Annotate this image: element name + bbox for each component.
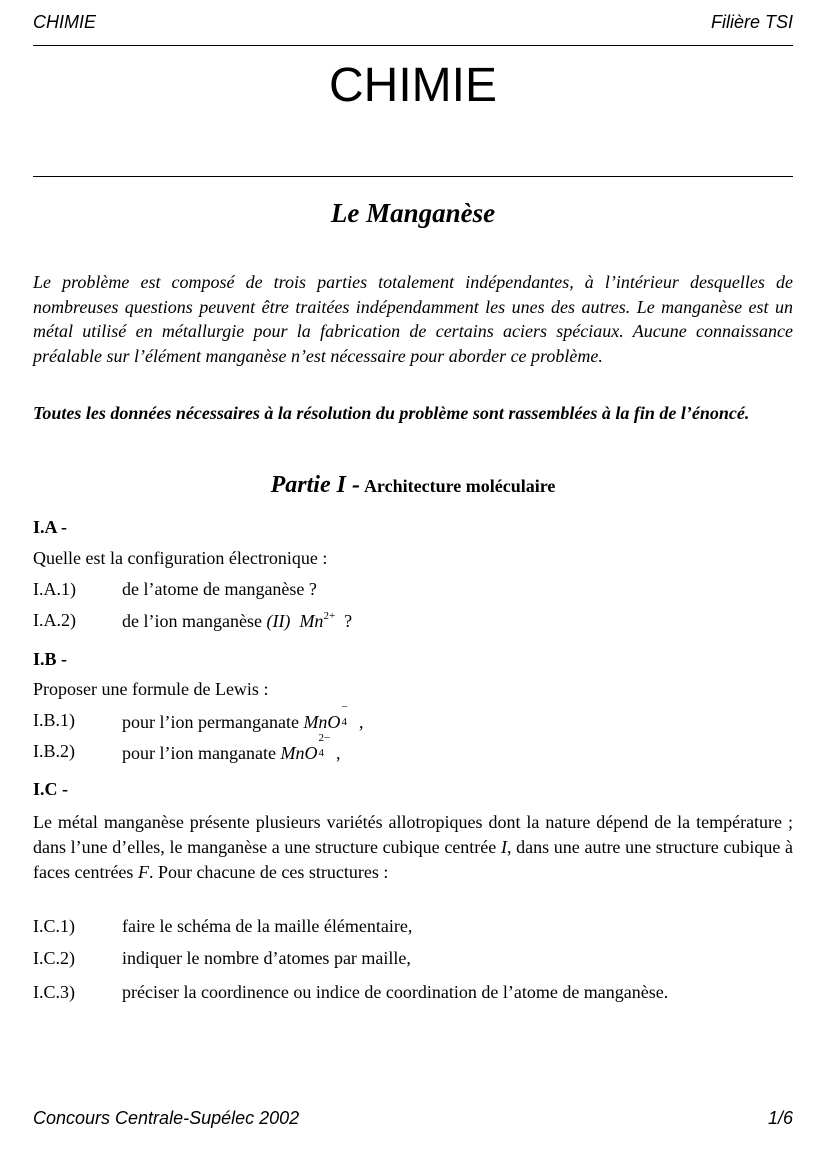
part-subtitle: Architecture moléculaire bbox=[363, 476, 556, 496]
question-text: préciser la coordinence ou indice de coordination de l’atome de manganèse. bbox=[122, 982, 669, 1002]
question-text-main: pour l’ion manganate bbox=[122, 743, 276, 763]
ion-symbol: Mn bbox=[299, 611, 324, 631]
intro-paragraph: Le problème est composé de trois parties totalement indépendantes, à l’intérieur desquelles de nombreuses questions peuvent être traitées indépendamment les unes des autres. Le manganèse est un métal utilisé en métallurgie pour la fabrication de certains aciers spéciaux. Aucune connaissance préalable sur l’élément manganèse n’est nécessaire pour aborder ce problème. bbox=[33, 272, 793, 366]
question-text: de l’atome de manganèse ? bbox=[122, 579, 317, 599]
header-track: Filière TSI bbox=[710, 12, 793, 32]
oxidation-state: (II) bbox=[266, 611, 291, 631]
section-ib-label: I.B - bbox=[33, 649, 68, 669]
question-text-main: de l’ion manganèse bbox=[122, 611, 262, 631]
title-rule bbox=[33, 176, 793, 177]
question-text bbox=[122, 701, 793, 733]
question-text: indiquer le nombre d’atomes par maille, bbox=[122, 948, 411, 968]
footer-page-number: 1/6 bbox=[767, 1108, 793, 1128]
exam-page bbox=[33, 0, 793, 1152]
intro-bold-paragraph: Toutes les données nécessaires à la résolution du problème sont rassemblées à la fin de l’énoncé. bbox=[33, 403, 750, 423]
part-heading bbox=[33, 472, 793, 499]
ion-symbol: MnO bbox=[303, 712, 341, 732]
ic-text-1: Le métal manganèse présente plusieurs variétés allotropiques dont la nature dépend de la température ; dans l’une d’elles, le manganèse a une structure cubique centrée bbox=[33, 812, 793, 857]
section-ia-prompt: Quelle est la configuration électronique : bbox=[33, 548, 328, 568]
ion-indices bbox=[340, 701, 354, 728]
ion-indices bbox=[317, 732, 331, 759]
ion-charge: 2− bbox=[318, 732, 331, 744]
ic-text-3: . Pour chacune de ces structures : bbox=[148, 862, 389, 882]
question-number: I.C.1) bbox=[33, 916, 75, 936]
ion-charge: − bbox=[341, 701, 348, 713]
question-number: I.A.2) bbox=[33, 610, 76, 630]
question-text-main: pour l’ion permanganate bbox=[122, 712, 299, 732]
question-number: I.C.3) bbox=[33, 982, 75, 1002]
ion-charge: 2+ bbox=[323, 610, 336, 622]
question-end: , bbox=[335, 743, 341, 763]
ion-subscript: 4 bbox=[341, 716, 347, 728]
ion-symbol: MnO bbox=[280, 743, 318, 763]
problem-title: Le Manganèse bbox=[330, 198, 496, 228]
question-number: I.A.1) bbox=[33, 579, 76, 599]
ic-text-2: , dans une autre une structure cubique à faces centrées bbox=[33, 837, 794, 882]
question-text bbox=[122, 610, 793, 632]
part-name: Partie I - bbox=[270, 472, 360, 498]
footer-contest: Concours Centrale-Supélec 2002 bbox=[33, 1108, 300, 1128]
section-ib-prompt: Proposer une formule de Lewis : bbox=[33, 679, 269, 699]
page-title: CHIMIE bbox=[329, 59, 497, 112]
section-ic-paragraph bbox=[33, 810, 793, 885]
header-rule bbox=[33, 45, 793, 46]
question-number: I.C.2) bbox=[33, 948, 75, 968]
section-ic-label: I.C - bbox=[33, 779, 68, 799]
question-end: ? bbox=[344, 611, 353, 631]
question-number: I.B.1) bbox=[33, 710, 75, 730]
structure-symbol-f: F bbox=[137, 862, 149, 882]
question-end: , bbox=[358, 712, 364, 732]
question-text bbox=[122, 732, 793, 764]
section-ia-label: I.A - bbox=[33, 517, 68, 537]
question-number: I.B.2) bbox=[33, 741, 75, 761]
header-subject: CHIMIE bbox=[33, 12, 96, 32]
ion-subscript: 4 bbox=[318, 747, 324, 759]
structure-symbol-i: I bbox=[500, 837, 507, 857]
question-text: faire le schéma de la maille élémentaire, bbox=[122, 916, 413, 936]
